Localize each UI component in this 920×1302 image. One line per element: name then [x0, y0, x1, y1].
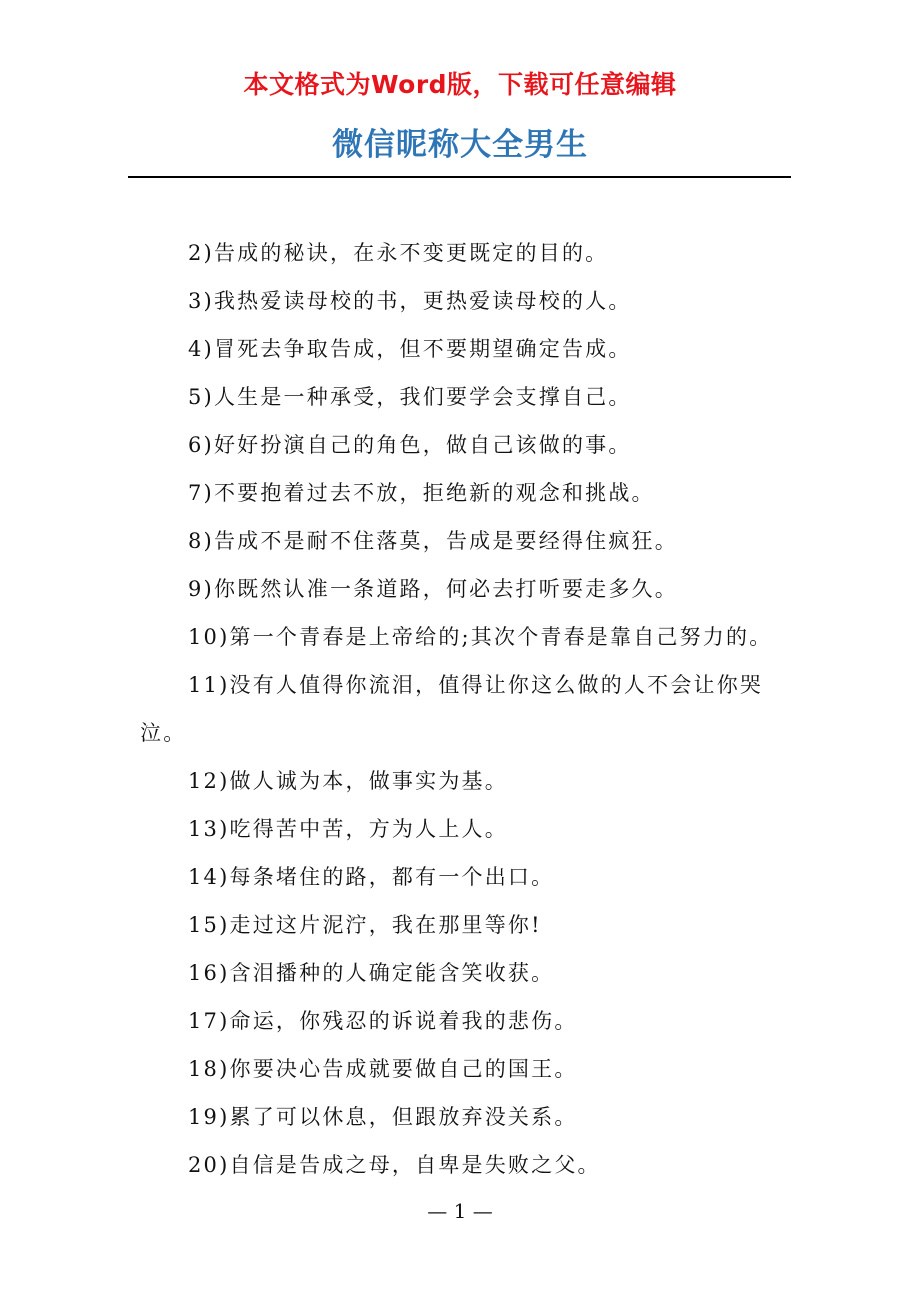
list-item: 19)累了可以休息，但跟放弃没关系。 — [188, 1105, 578, 1129]
quote-list — [140, 229, 790, 1189]
list-item: 7)不要抱着过去不放，拒绝新的观念和挑战。 — [188, 481, 655, 505]
list-item: 11)没有人值得你流泪，值得让你这么做的人不会让你哭泣。 — [140, 673, 764, 745]
list-item: 6)好好扮演自己的角色，做自己该做的事。 — [188, 433, 632, 457]
list-item: 13)吃得苦中苦，方为人上人。 — [188, 817, 508, 841]
list-item: 15)走过这片泥泞，我在那里等你! — [188, 913, 542, 937]
list-item: 16)含泪播种的人确定能含笑收获。 — [188, 961, 555, 985]
list-item: 14)每条堵住的路，都有一个出口。 — [188, 865, 555, 889]
list-item: 12)做人诚为本，做事实为基。 — [188, 769, 508, 793]
list-item: 17)命运，你残忍的诉说着我的悲伤。 — [188, 1009, 578, 1033]
document-title: 微信昵称大全男生 — [332, 127, 588, 163]
list-item: 10)第一个青春是上帝给的;其次个青春是靠自己努力的。 — [188, 625, 773, 649]
list-item: 4)冒死去争取告成，但不要期望确定告成。 — [188, 337, 632, 361]
page-number: — 1 — — [427, 1199, 493, 1223]
list-item: 3)我热爱读母校的书，更热爱读母校的人。 — [188, 289, 632, 313]
list-item: 5)人生是一种承受，我们要学会支撑自己。 — [188, 385, 632, 409]
format-notice: 本文格式为Word版，下载可任意编辑 — [243, 70, 677, 99]
list-item: 18)你要决心告成就要做自己的国王。 — [188, 1057, 578, 1081]
list-item: 9)你既然认准一条道路，何必去打听要走多久。 — [188, 577, 678, 601]
list-item: 8)告成不是耐不住落莫，告成是要经得住疯狂。 — [188, 529, 678, 553]
list-item: 2)告成的秘诀，在永不变更既定的目的。 — [188, 241, 609, 265]
title-divider — [128, 176, 791, 178]
list-item: 20)自信是告成之母，自卑是失败之父。 — [188, 1153, 601, 1177]
